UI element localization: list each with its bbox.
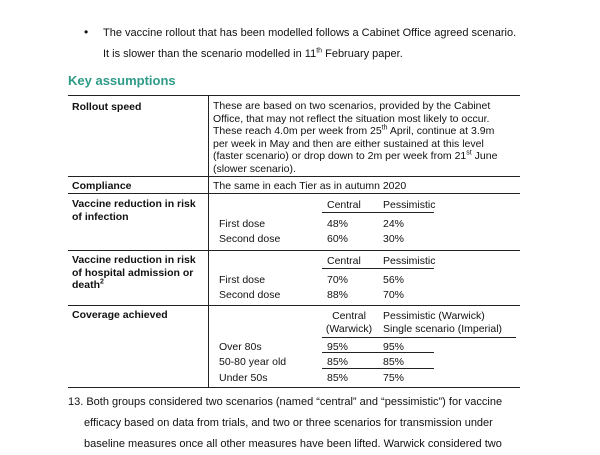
bullet-icon: • xyxy=(84,25,89,39)
bullet-line-1: The vaccine rollout that has been modelled follows a Cabinet Office agreed scenario. xyxy=(103,27,517,39)
paragraph-13-line-3: baseline measures once all other measures have been lifted. Warwick considered two xyxy=(84,438,502,450)
table-rule-3 xyxy=(68,250,520,251)
compliance-label: Compliance xyxy=(72,180,132,192)
infection-first-dose: First dose xyxy=(219,218,266,230)
infection-first-central: 48% xyxy=(327,218,349,230)
coverage-row-over-80s-central: 95% xyxy=(327,341,349,353)
infection-sub-rule xyxy=(322,212,434,213)
bullet-paragraph xyxy=(103,23,543,65)
table-rule-bottom xyxy=(68,387,520,388)
coverage-header-central: Central (Warwick) xyxy=(325,310,373,335)
paragraph-13-line-2: efficacy based on data from trials, and two or three scenarios for transmission under xyxy=(84,417,493,429)
infection-header-pessimistic: Pessimistic xyxy=(383,199,436,211)
coverage-row-over-80s-pessimistic: 95% xyxy=(383,341,405,353)
hospital-header-pessimistic: Pessimistic xyxy=(383,255,436,267)
infection-first-pessimistic: 24% xyxy=(383,218,405,230)
infection-second-central: 60% xyxy=(327,233,349,245)
hospital-first-dose: First dose xyxy=(219,274,266,286)
bullet-line-2: It is slower than the scenario modelled in 11th February paper. xyxy=(103,47,403,60)
coverage-sub-rule xyxy=(322,337,516,338)
table-rule-1 xyxy=(68,176,520,177)
paragraph-13 xyxy=(68,392,538,455)
coverage-row-under-50s: Under 50s xyxy=(219,372,268,384)
table-rule-top xyxy=(68,95,520,96)
table-rule-4 xyxy=(68,305,520,306)
coverage-label: Coverage achieved xyxy=(72,309,168,321)
rollout-label: Rollout speed xyxy=(72,101,142,113)
table-rule-2 xyxy=(68,193,520,194)
coverage-row-50-80: 50-80 year old xyxy=(219,356,287,368)
compliance-text: The same in each Tier as in autumn 2020 xyxy=(213,180,407,192)
hospital-first-pessimistic: 56% xyxy=(383,274,405,286)
infection-label: Vaccine reduction in risk of infection xyxy=(72,198,196,223)
coverage-row-50-80-pessimistic: 85% xyxy=(383,356,405,368)
rollout-text: These are based on two scenarios, provided by the Cabinet Office, that may not reflect the situation most likely to occur. These reach 4.0m per week from 25th April, continue at 3.9m per week in May and then are either sustained at this level (faster scenario) or drop down to 2m per week from 21st June (slower scenario). xyxy=(213,100,498,175)
section-heading: Key assumptions xyxy=(68,73,176,88)
infection-header-central: Central xyxy=(327,199,361,211)
hospital-sub-rule xyxy=(322,268,434,269)
hospital-header-central: Central xyxy=(327,255,361,267)
coverage-header-pessimistic: Pessimistic (Warwick) Single scenario (Imperial) xyxy=(383,310,503,335)
infection-second-pessimistic: 30% xyxy=(383,233,405,245)
hospital-first-central: 70% xyxy=(327,274,349,286)
coverage-row-50-80-central: 85% xyxy=(327,356,349,368)
coverage-row-over-80s: Over 80s xyxy=(219,341,262,353)
hospital-second-pessimistic: 70% xyxy=(383,289,405,301)
infection-second-dose: Second dose xyxy=(219,233,281,245)
table-column-divider xyxy=(208,95,209,387)
coverage-row-under-50s-pessimistic: 75% xyxy=(383,372,405,384)
hospital-second-dose: Second dose xyxy=(219,289,281,301)
coverage-row-under-50s-central: 85% xyxy=(327,372,349,384)
hospital-label: Vaccine reduction in risk of hospital admission or death$^2$ xyxy=(72,254,196,291)
hospital-second-central: 88% xyxy=(327,289,349,301)
paragraph-13-line-1: 13. Both groups considered two scenarios (named “central” and “pessimistic”) for vaccine xyxy=(68,396,503,408)
